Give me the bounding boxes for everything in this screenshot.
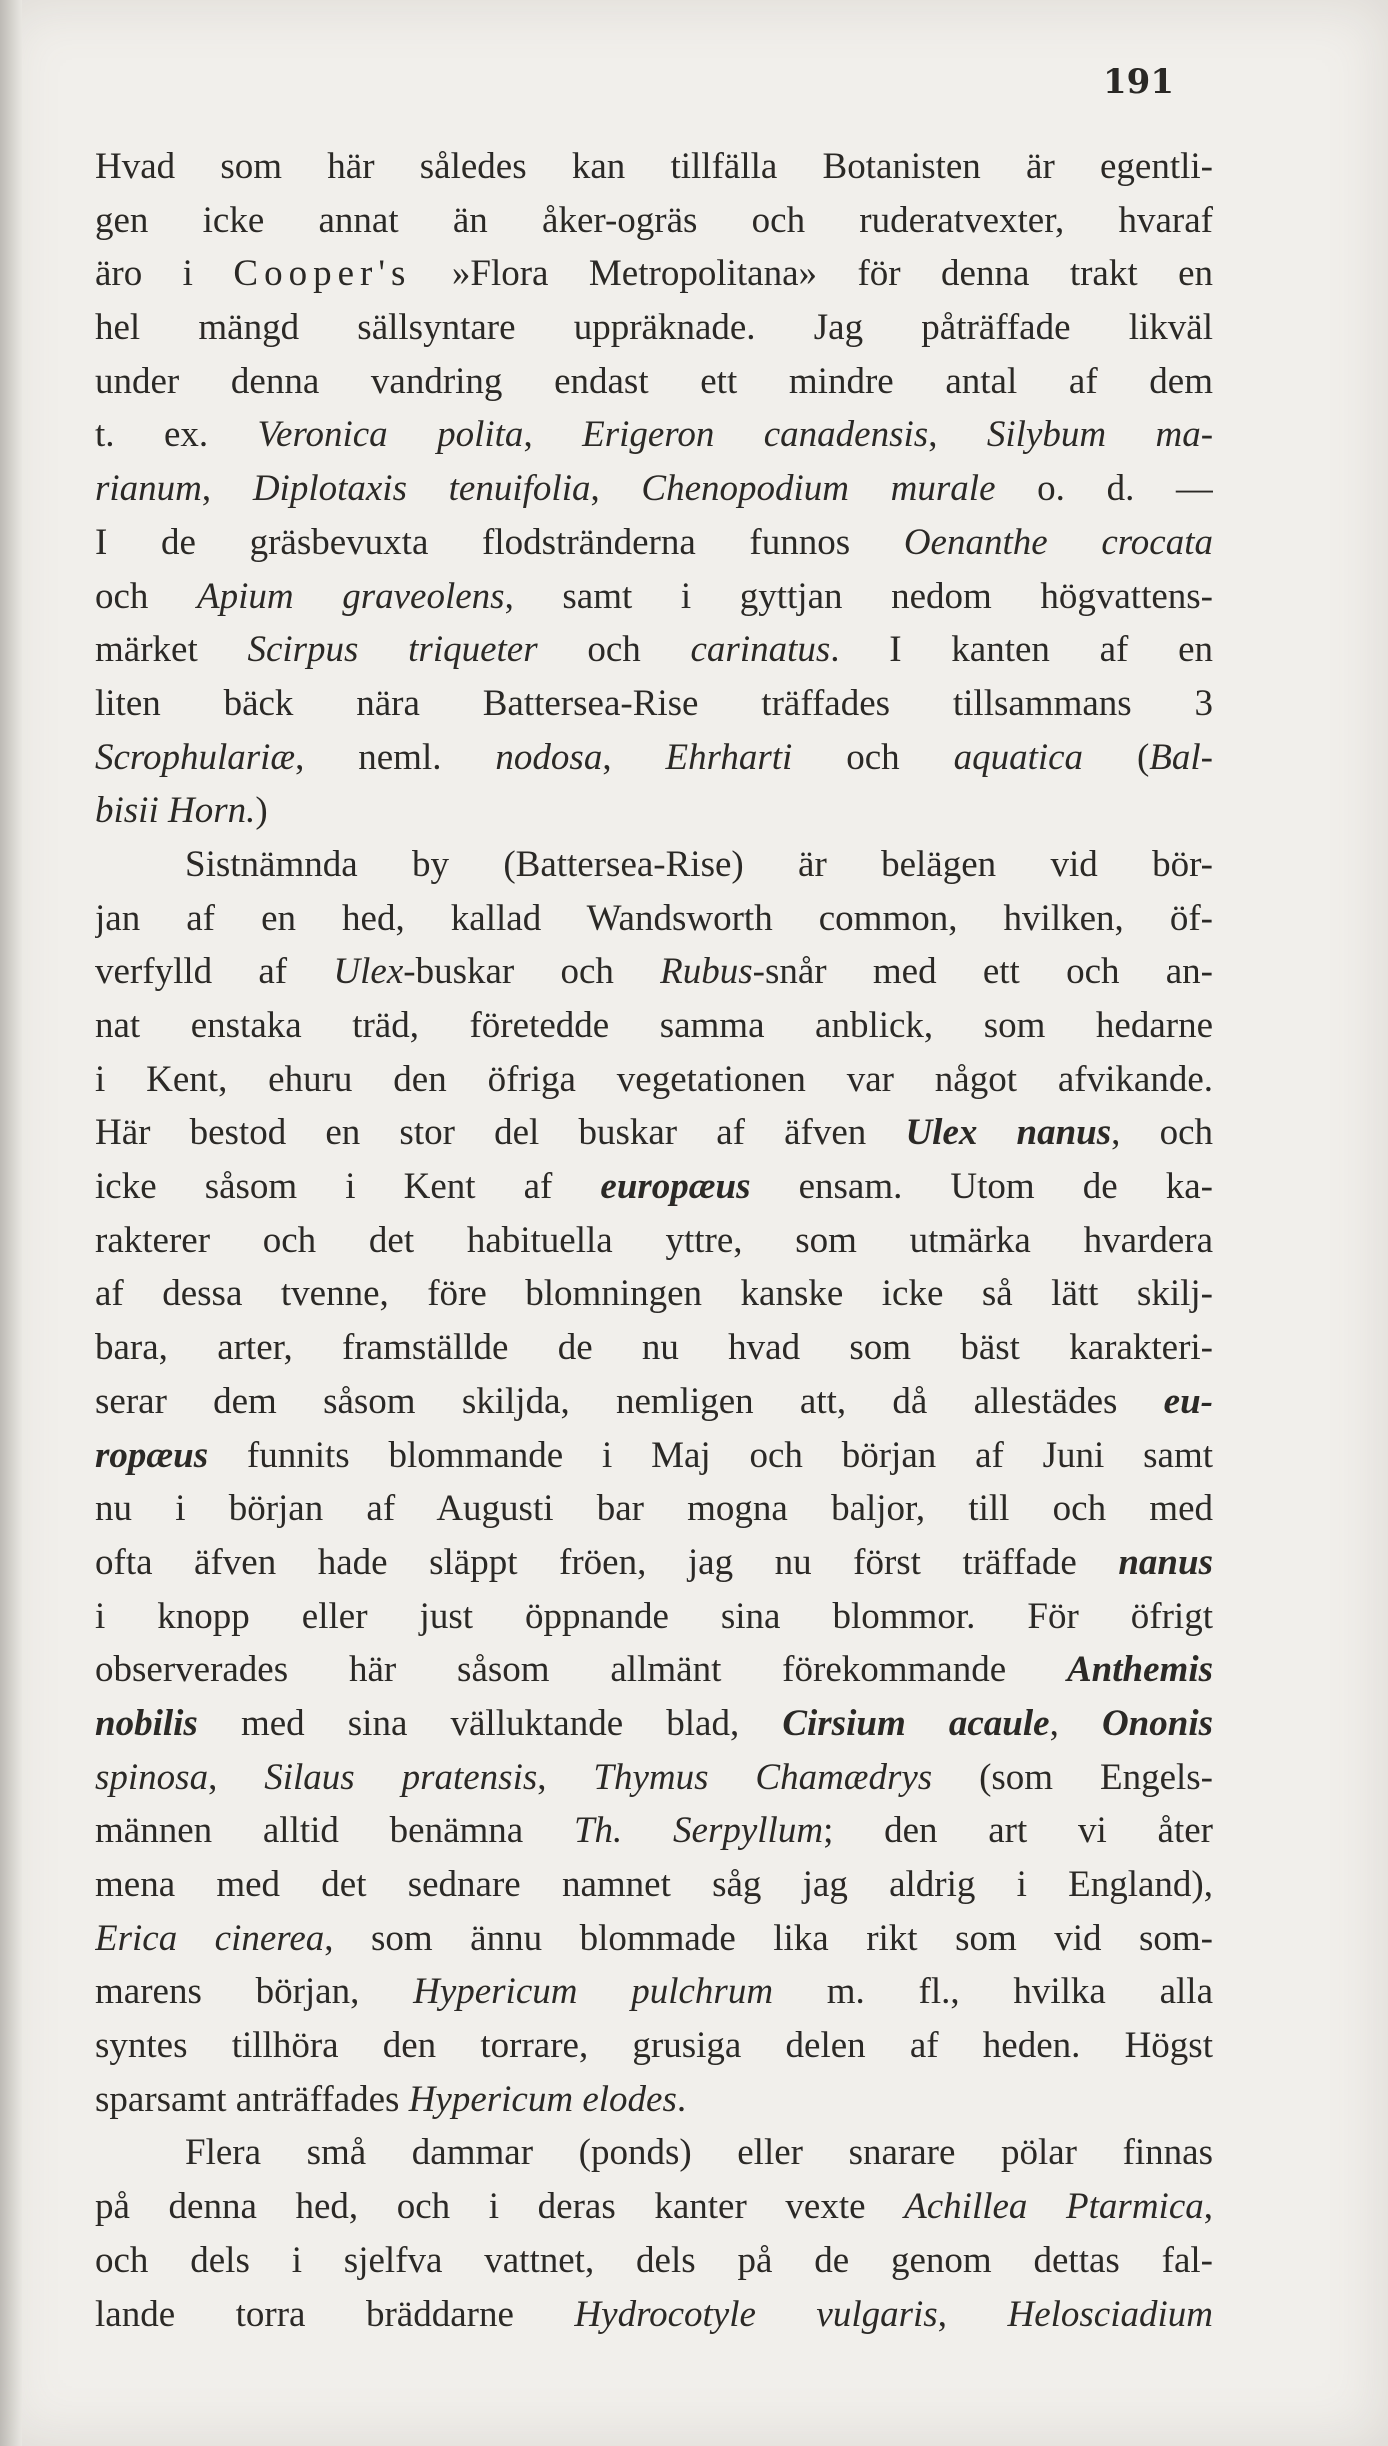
emphasized-term: Ulex nanus bbox=[905, 1112, 1112, 1154]
text-run: , och bbox=[1111, 1112, 1213, 1154]
emphasized-term: spinosa bbox=[95, 1756, 209, 1798]
text-run: , bbox=[1049, 1702, 1102, 1744]
text-run: serar dem såsom skiljda, nemligen att, då allestädes bbox=[95, 1380, 1164, 1422]
text-run: icke såsom i Kent af bbox=[95, 1166, 601, 1208]
emphasized-term: eu- bbox=[1163, 1380, 1213, 1422]
emphasized-term: Oenanthe crocata bbox=[903, 521, 1213, 563]
text-run: o. d. — bbox=[995, 468, 1213, 510]
text-run: Hvad som här således kan tillfälla Botanisten är egentli- bbox=[95, 146, 1213, 187]
text-run: , bbox=[208, 1756, 265, 1798]
text-line bbox=[95, 892, 1213, 946]
text-line bbox=[95, 1267, 1213, 1321]
emphasized-term: rianum bbox=[95, 468, 202, 510]
text-line bbox=[95, 1160, 1213, 1214]
text-run: ensam. Utom de ka- bbox=[750, 1166, 1213, 1208]
text-run: , som ännu blommade lika rikt som vid som- bbox=[324, 1917, 1213, 1959]
text-run: marens början, bbox=[95, 1971, 414, 2013]
text-run: på denna hed, och i deras kanter vexte bbox=[95, 2186, 905, 2228]
text-line bbox=[95, 1858, 1213, 1912]
text-line bbox=[95, 1590, 1213, 1644]
text-run: och bbox=[95, 575, 198, 617]
text-run: »Flora Metropolitana» för denna trakt en bbox=[411, 253, 1213, 295]
text-line bbox=[95, 2019, 1213, 2073]
text-line bbox=[95, 838, 1213, 892]
text-line bbox=[95, 462, 1213, 516]
text-line bbox=[95, 408, 1213, 462]
emphasized-term: Apium graveolens bbox=[197, 575, 505, 617]
text-line bbox=[95, 1375, 1213, 1429]
text-line bbox=[95, 1482, 1213, 1536]
text-run: ( bbox=[1083, 736, 1150, 778]
text-line bbox=[95, 1965, 1213, 2019]
text-run: och dels i sjelfva vattnet, dels på de genom dettas fal- bbox=[95, 2239, 1213, 2281]
text-run: männen alltid benämna bbox=[95, 1810, 574, 1852]
emphasized-term: Achillea Ptarmica bbox=[904, 2186, 1204, 2228]
text-line bbox=[95, 1643, 1213, 1697]
emphasized-term: Scirpus triqueter bbox=[247, 629, 538, 671]
text-run: -snår med ett och an- bbox=[752, 951, 1213, 993]
text-run: Flera små dammar (ponds) eller snarare pölar finnas bbox=[185, 2132, 1213, 2174]
emphasized-term: Rubus bbox=[660, 951, 753, 993]
text-run: sparsamt anträffades bbox=[95, 2078, 409, 2120]
emphasized-term: Anthemis bbox=[1067, 1649, 1213, 1691]
text-run: rakterer och det habituella yttre, som utmärka hvardera bbox=[95, 1219, 1213, 1261]
text-run: nat enstaka träd, företedde samma anblick, som hedarne bbox=[95, 1005, 1213, 1046]
text-line bbox=[95, 247, 1213, 301]
text-run: gen icke annat än åker-ogräs och ruderatvexter, hvaraf bbox=[95, 199, 1213, 241]
text-run: , bbox=[537, 1756, 594, 1798]
text-run: t. ex. bbox=[95, 414, 258, 456]
emphasized-term: Th. Serpyllum bbox=[573, 1810, 824, 1852]
text-run: och bbox=[792, 736, 954, 778]
text-run: . bbox=[676, 2078, 687, 2120]
text-run: hel mängd sällsyntare uppräknade. Jag påträffade likväl bbox=[95, 307, 1213, 349]
text-run: ; den art vi åter bbox=[823, 1810, 1213, 1852]
text-line bbox=[95, 1804, 1213, 1858]
emphasized-term: nobilis bbox=[95, 1702, 198, 1744]
text-run: m. fl., hvilka alla bbox=[773, 1971, 1213, 2013]
text-run: , bbox=[201, 468, 253, 510]
text-line bbox=[95, 2234, 1213, 2288]
text-line bbox=[95, 945, 1213, 999]
emphasized-term: nanus bbox=[1118, 1541, 1213, 1583]
text-run: , bbox=[590, 468, 642, 510]
text-run: bara, arter, framställde de nu hvad som bäst karakteri- bbox=[95, 1327, 1213, 1369]
text-line bbox=[95, 1751, 1213, 1805]
text-line bbox=[95, 2073, 1213, 2127]
text-run: jan af en hed, kallad Wandsworth common, hvilken, öf- bbox=[95, 897, 1213, 939]
text-line bbox=[95, 355, 1213, 409]
text-run: liten bäck nära Battersea-Rise träffades tillsammans 3 bbox=[95, 682, 1213, 724]
emphasized-term: Erica cinerea bbox=[95, 1917, 325, 1959]
text-run: , bbox=[1203, 2186, 1213, 2228]
text-line bbox=[95, 2126, 1213, 2180]
text-run: . I kanten af en bbox=[830, 629, 1213, 671]
text-run: mena med det sednare namnet såg jag aldrig i England), bbox=[95, 1864, 1213, 1905]
emphasized-term: Silaus pratensis bbox=[264, 1756, 538, 1798]
text-line bbox=[95, 1106, 1213, 1160]
page-number: 191 bbox=[1103, 62, 1174, 102]
text-run: observerades här såsom allmänt förekommande bbox=[95, 1649, 1067, 1691]
emphasized-term: bisii Horn. bbox=[95, 790, 256, 832]
emphasized-term: Helosciadium bbox=[1007, 2293, 1213, 2335]
text-run: Här bestod en stor del buskar af äfven bbox=[95, 1112, 906, 1154]
text-run: funnits blommande i Maj och början af Juni samt bbox=[208, 1434, 1213, 1476]
text-line bbox=[95, 516, 1213, 570]
emphasized-term: carinatus bbox=[690, 629, 831, 671]
text-run: verfylld af bbox=[95, 951, 334, 993]
text-run: , samt i gyttjan nedom högvattens- bbox=[504, 575, 1213, 617]
text-run: I de gräsbevuxta flodstränderna funnos bbox=[95, 521, 904, 563]
text-run: äro i bbox=[95, 253, 234, 295]
emphasized-term: Hypericum elodes bbox=[408, 2078, 677, 2120]
emphasized-term: Bal- bbox=[1149, 736, 1213, 778]
emphasized-term: ropæus bbox=[95, 1434, 209, 1476]
text-run: under denna vandring endast ett mindre antal af dem bbox=[95, 360, 1213, 402]
text-run: , bbox=[523, 414, 583, 456]
text-run: Sistnämnda by (Battersea-Rise) är belägen vid bör- bbox=[185, 843, 1213, 885]
text-line bbox=[95, 2288, 1213, 2342]
emphasized-term: Ononis bbox=[1101, 1702, 1213, 1744]
text-run: -buskar och bbox=[403, 951, 661, 993]
text-line bbox=[95, 784, 1213, 838]
text-run: nu i början af Augusti bar mogna baljor, till och med bbox=[95, 1488, 1213, 1530]
text-line bbox=[95, 1214, 1213, 1268]
text-run: , bbox=[928, 414, 987, 456]
text-run: (som Engels- bbox=[932, 1756, 1213, 1798]
emphasized-term: Diplotaxis tenuifolia bbox=[252, 468, 591, 510]
emphasized-term: Ulex bbox=[333, 951, 404, 993]
text-run: och bbox=[537, 629, 691, 671]
emphasized-term: Veronica polita bbox=[257, 414, 524, 456]
body-text bbox=[95, 140, 1213, 2341]
text-run: , bbox=[602, 736, 666, 778]
text-line bbox=[95, 1536, 1213, 1590]
text-line bbox=[95, 1912, 1213, 1966]
emphasized-term: Cirsium acaule bbox=[782, 1702, 1050, 1744]
text-line bbox=[95, 1429, 1213, 1483]
emphasized-term: Silybum ma- bbox=[986, 414, 1213, 456]
emphasized-term: europæus bbox=[600, 1166, 751, 1208]
text-line bbox=[95, 999, 1213, 1053]
emphasized-term: Thymus Chamædrys bbox=[593, 1756, 933, 1798]
text-line bbox=[95, 1321, 1213, 1375]
text-line bbox=[95, 2180, 1213, 2234]
text-run: , neml. bbox=[295, 736, 496, 778]
text-line bbox=[95, 570, 1213, 624]
text-line bbox=[95, 1697, 1213, 1751]
page-gutter-shadow bbox=[0, 0, 22, 2446]
text-run: , bbox=[937, 2293, 1008, 2335]
emphasized-term: Scrophulariæ bbox=[95, 736, 296, 778]
text-line bbox=[95, 140, 1213, 194]
text-line bbox=[95, 1053, 1213, 1107]
text-line bbox=[95, 623, 1213, 677]
text-line bbox=[95, 301, 1213, 355]
emphasized-term: nodosa bbox=[495, 736, 603, 778]
text-run: i Kent, ehuru den öfriga vegetationen var något afvikande. bbox=[95, 1058, 1213, 1100]
text-run: af dessa tvenne, före blomningen kanske icke så lätt skilj- bbox=[95, 1273, 1213, 1315]
text-run: ofta äfven hade släppt fröen, jag nu först träffade bbox=[95, 1541, 1119, 1583]
emphasized-term: Hydrocotyle vulgaris bbox=[574, 2293, 938, 2335]
text-run: med sina välluktande blad, bbox=[197, 1702, 783, 1744]
emphasized-term: aquatica bbox=[953, 736, 1084, 778]
emphasized-term: Erigeron canadensis bbox=[582, 414, 929, 456]
emphasized-term: Ehrharti bbox=[665, 736, 793, 778]
emphasized-term: Cooper's bbox=[233, 253, 412, 295]
text-run: märket bbox=[95, 629, 248, 671]
text-run: lande torra bräddarne bbox=[95, 2293, 575, 2335]
text-line bbox=[95, 677, 1213, 731]
text-line bbox=[95, 731, 1213, 785]
text-line bbox=[95, 194, 1213, 248]
emphasized-term: Chenopodium murale bbox=[641, 468, 996, 510]
text-run: i knopp eller just öppnande sina blommor. För öfrigt bbox=[95, 1595, 1213, 1637]
text-run: ) bbox=[255, 790, 268, 832]
emphasized-term: Hypericum pulchrum bbox=[413, 1971, 774, 2013]
text-run: syntes tillhöra den torrare, grusiga delen af heden. Högst bbox=[95, 2025, 1213, 2067]
